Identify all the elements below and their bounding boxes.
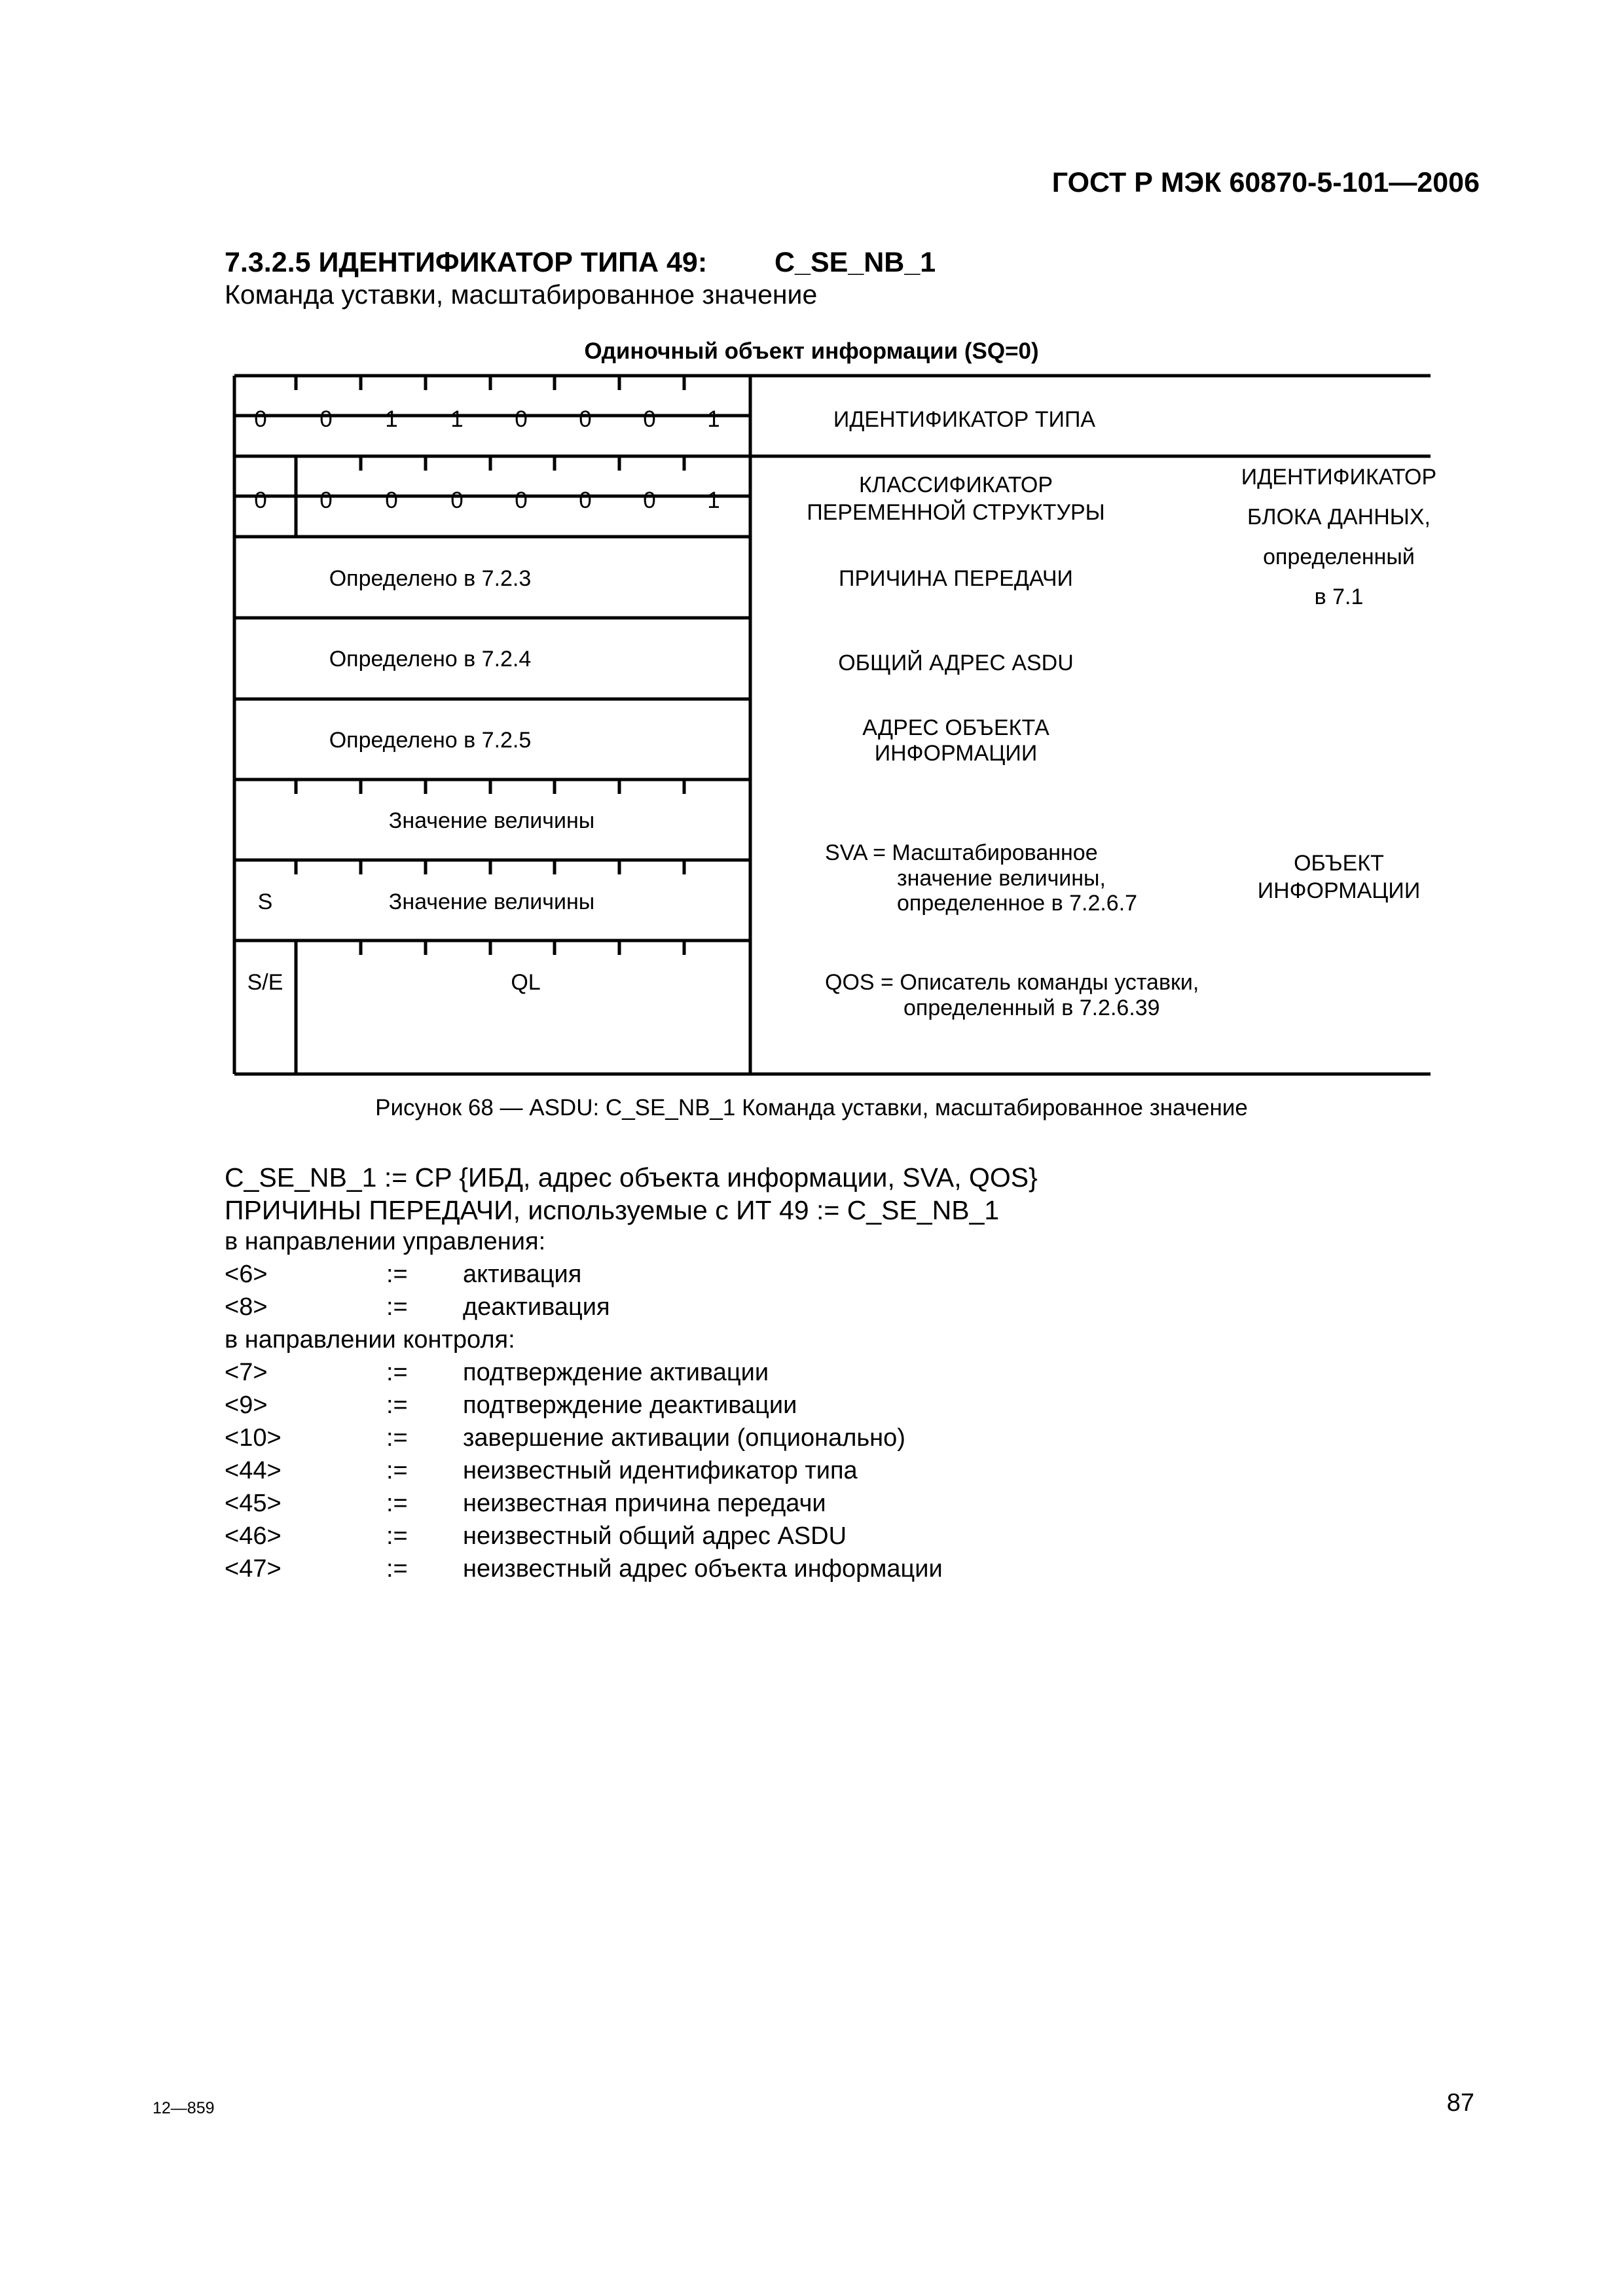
type-bit-5: 0 (579, 406, 592, 432)
type-bit-1: 0 (319, 406, 333, 432)
label-common-address: ОБЩИЙ АДРЕС ASDU (838, 651, 1074, 675)
vsq-bit-4: 0 (515, 488, 528, 513)
monitor-cot-code: <46> (225, 1522, 282, 1550)
group-io-1: ОБЪЕКТ (1294, 851, 1384, 876)
type-id-bits (254, 406, 720, 432)
group-dui-3: определенный (1263, 545, 1415, 569)
control-cot-sep: := (386, 1261, 408, 1288)
type-bit-7: 1 (707, 406, 720, 432)
monitor-cot-desc: неизвестный общий адрес ASDU (463, 1522, 847, 1550)
monitor-cot-desc: завершение активации (опционально) (463, 1424, 905, 1452)
monitor-cot-code: <10> (225, 1424, 282, 1452)
monitor-cot-code: <47> (225, 1555, 282, 1583)
monitor-cot-sep: := (386, 1424, 408, 1452)
cot-cell-text: Определено в 7.2.3 (329, 566, 532, 591)
group-dui-4: в 7.1 (1314, 584, 1364, 609)
type-bit-3: 1 (450, 406, 464, 432)
common-address-cell-text: Определено в 7.2.4 (329, 647, 532, 672)
diagram-caption: Одиночный объект информации (SQ=0) (584, 338, 1039, 364)
control-cot-sep: := (386, 1293, 408, 1321)
monitor-cot-code: <45> (225, 1490, 282, 1517)
vsq-bit-3: 0 (450, 488, 464, 513)
vsq-bit-6: 0 (643, 488, 656, 513)
vsq-bit-2: 0 (385, 488, 398, 513)
label-qos-2: определенный в 7.2.6.39 (903, 996, 1160, 1020)
label-type-id: ИДЕНТИФИКАТОР ТИПА (833, 407, 1096, 432)
type-bit-6: 0 (643, 406, 656, 432)
label-sva-2: значение величины, (897, 866, 1106, 891)
monitor-cot-sep: := (386, 1555, 408, 1583)
type-bit-2: 1 (385, 406, 398, 432)
type-bit-4: 0 (515, 406, 528, 432)
label-qos-1: QOS = Описатель команды уставки, (825, 970, 1199, 995)
monitor-cot-desc: неизвестный идентификатор типа (463, 1457, 858, 1484)
value-cell-text-1: Значение величины (388, 808, 595, 833)
sign-bit: S (257, 889, 273, 914)
vsq-bits (254, 488, 720, 513)
vsq-bit-0: 0 (254, 488, 267, 513)
monitor-cot-sep: := (386, 1391, 408, 1419)
document-standard-header: ГОСТ Р МЭК 60870-5-101—2006 (1051, 167, 1480, 198)
label-cot: ПРИЧИНА ПЕРЕДАЧИ (839, 566, 1073, 591)
monitor-direction-title: в направлении контроля: (225, 1326, 515, 1354)
monitor-cot-desc: подтверждение деактивации (463, 1391, 797, 1419)
monitor-cot-desc: неизвестный адрес объекта информации (463, 1555, 943, 1583)
label-ioa-1: АДРЕС ОБЪЕКТА (862, 715, 1049, 740)
se-bit: S/E (247, 970, 283, 995)
monitor-cot-sep: := (386, 1522, 408, 1550)
ql-field: QL (511, 970, 541, 995)
vsq-bit-5: 0 (579, 488, 592, 513)
control-cot-code: <8> (225, 1293, 268, 1321)
label-vsq-2: ПЕРЕМЕННОЙ СТРУКТУРЫ (807, 500, 1105, 525)
label-vsq-1: КЛАССИФИКАТОР (858, 473, 1053, 497)
section-title: 7.3.2.5 ИДЕНТИФИКАТОР ТИПА 49: (225, 247, 708, 278)
vsq-bit-1: 0 (319, 488, 333, 513)
group-dui-2: БЛОКА ДАННЫХ, (1247, 505, 1431, 529)
value-cell-text-2: Значение величины (388, 889, 595, 914)
section-type-code: C_SE_NB_1 (775, 247, 936, 278)
vsq-bit-7: 1 (707, 488, 720, 513)
control-direction-title: в направлении управления: (225, 1228, 546, 1255)
control-cot-desc: деактивация (463, 1293, 610, 1321)
monitor-cot-sep: := (386, 1457, 408, 1484)
control-cot-code: <6> (225, 1261, 268, 1288)
monitor-cot-code: <9> (225, 1391, 268, 1419)
control-cot-desc: активация (463, 1261, 582, 1288)
figure-caption: Рисунок 68 — ASDU: C_SE_NB_1 Команда уставки, масштабированное значение (375, 1095, 1248, 1121)
monitor-cot-desc: неизвестная причина передачи (463, 1490, 826, 1517)
monitor-cot-desc: подтверждение активации (463, 1359, 769, 1386)
monitor-cot-sep: := (386, 1359, 408, 1386)
definition-line: C_SE_NB_1 := CP {ИБД, адрес объекта информации, SVA, QOS} (225, 1162, 1038, 1193)
group-dui-1: ИДЕНТИФИКАТОР (1241, 465, 1437, 490)
group-io-2: ИНФОРМАЦИИ (1257, 878, 1421, 903)
label-ioa-2: ИНФОРМАЦИИ (874, 741, 1038, 766)
monitor-cot-code: <44> (225, 1457, 282, 1484)
label-sva-1: SVA = Масштабированное (825, 840, 1098, 865)
monitor-cot-code: <7> (225, 1359, 268, 1386)
footer-print-code: 12—859 (153, 2099, 215, 2117)
monitor-cot-sep: := (386, 1490, 408, 1517)
type-bit-0: 0 (254, 406, 267, 432)
cot-heading: ПРИЧИНЫ ПЕРЕДАЧИ, используемые с ИТ 49 := C_SE_NB_1 (225, 1195, 1000, 1225)
label-sva-3: определенное в 7.2.6.7 (897, 891, 1138, 916)
section-subtitle: Команда уставки, масштабированное значение (225, 279, 818, 310)
asdu-structure-diagram (0, 0, 1623, 1113)
ioa-cell-text: Определено в 7.2.5 (329, 728, 532, 753)
page-number: 87 (1446, 2089, 1474, 2117)
